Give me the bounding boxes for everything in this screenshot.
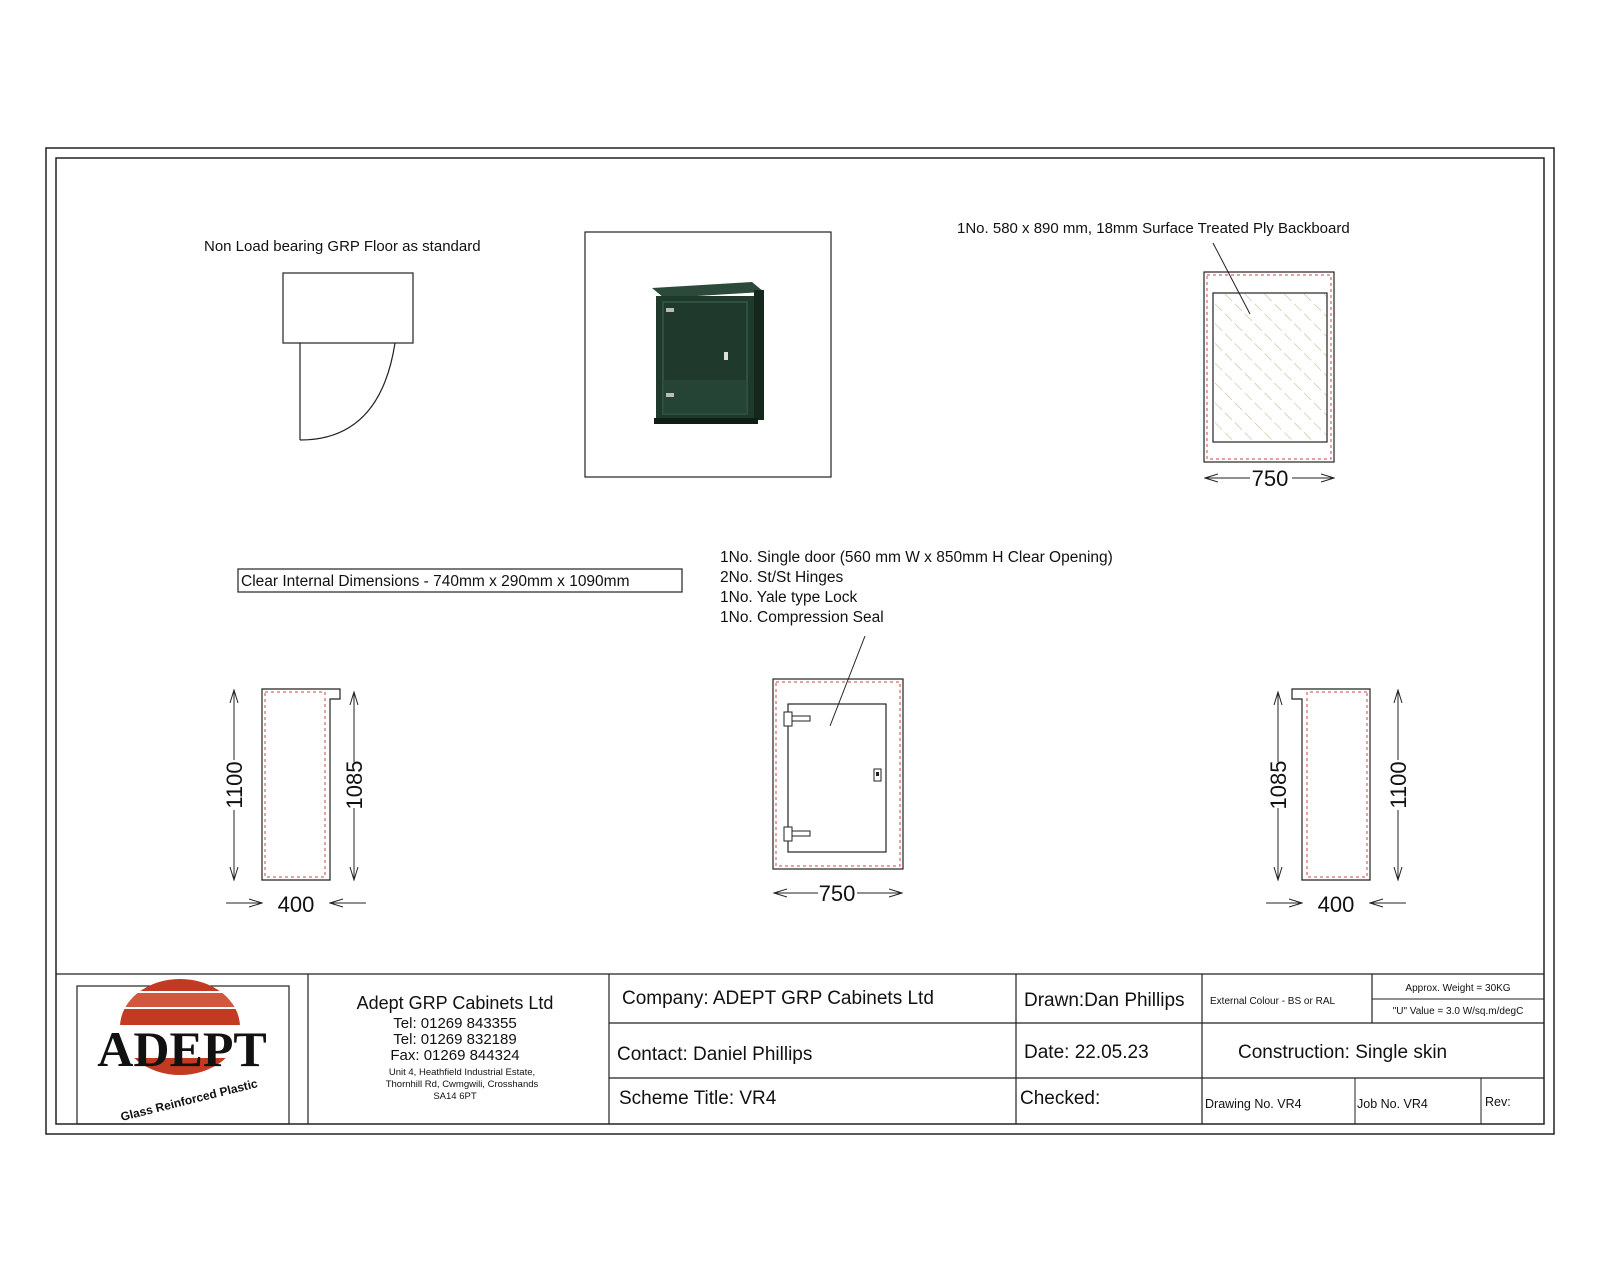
door-spec-line: 1No. Yale type Lock [720, 589, 858, 606]
plan-view [204, 238, 481, 440]
checked-field: Checked: [1020, 1088, 1101, 1109]
adept-logo [77, 979, 289, 1124]
left-side-outline [262, 689, 340, 880]
door-spec-leader [830, 636, 865, 726]
door-panel [788, 704, 886, 852]
backboard-note: 1No. 580 x 890 mm, 18mm Surface Treated Ply Backboard [957, 220, 1350, 237]
tel-2: Tel: 01269 832189 [393, 1031, 517, 1048]
right-side-elevation [1266, 689, 1411, 917]
drawn-field: Drawn:Dan Phillips [1024, 990, 1185, 1011]
floor-note: Non Load bearing GRP Floor as standard [204, 238, 481, 255]
rev-field: Rev: [1485, 1095, 1511, 1109]
cabinet-picture [652, 282, 764, 424]
door-swing-arc [300, 343, 395, 440]
backboard-view [957, 220, 1350, 491]
title-block [56, 974, 1544, 1124]
tel-1: Tel: 01269 843355 [393, 1015, 517, 1032]
door-spec-line: 1No. Compression Seal [720, 609, 884, 626]
fax: Fax: 01269 844324 [390, 1047, 520, 1064]
address-line-2: Thornhill Rd, Cwmgwili, Crosshands [385, 1079, 539, 1090]
plan-rectangle [283, 273, 413, 343]
lock [874, 769, 881, 781]
left-internal-height-dim: 1085 [342, 760, 367, 810]
door-spec-line: 1No. Single door (560 mm W x 850mm H Clear Opening) [720, 549, 1113, 566]
external-colour-field: External Colour - BS or RAL [1210, 996, 1336, 1007]
internal-dims-text: Clear Internal Dimensions - 740mm x 290mm x 1090mm [241, 573, 630, 590]
hinge-bottom [784, 827, 810, 841]
left-depth-dim: 400 [277, 892, 315, 917]
u-value-field: "U" Value = 3.0 W/sq.m/degC [1392, 1006, 1524, 1017]
right-internal-height-dim: 1085 [1266, 760, 1291, 810]
ply-backboard [1213, 293, 1327, 442]
hinge-top [784, 712, 810, 726]
internal-dims [238, 569, 682, 592]
logo-wordmark: ADEPT [97, 1021, 267, 1077]
approx-weight-field: Approx. Weight = 30KG [1405, 983, 1511, 994]
front-elevation [773, 679, 903, 906]
backboard-width-dim: 750 [1251, 466, 1289, 491]
door-spec [720, 549, 1113, 726]
logo-tagline: Glass Reinforced Plastic [119, 1076, 260, 1124]
cabinet-render [585, 232, 831, 477]
right-side-outline [1292, 689, 1370, 880]
right-depth-dim: 400 [1317, 892, 1355, 917]
door-spec-line: 2No. St/St Hinges [720, 569, 844, 586]
job-no-field: Job No. VR4 [1357, 1097, 1428, 1111]
date-field: Date: 22.05.23 [1024, 1042, 1149, 1063]
left-side-elevation [222, 689, 367, 917]
left-height-dim: 1100 [222, 761, 247, 809]
company-field: Company: ADEPT GRP Cabinets Ltd [622, 988, 934, 1009]
contact-field: Contact: Daniel Phillips [617, 1044, 813, 1065]
front-width-dim: 750 [818, 881, 856, 906]
scheme-title-field: Scheme Title: VR4 [619, 1088, 777, 1109]
address-line-1: Unit 4, Heathfield Industrial Estate, [388, 1067, 536, 1078]
construction-field: Construction: Single skin [1238, 1042, 1448, 1063]
company-name: Adept GRP Cabinets Ltd [356, 993, 554, 1013]
drawing-no-field: Drawing No. VR4 [1205, 1097, 1302, 1111]
right-height-dim: 1100 [1386, 761, 1411, 809]
postcode: SA14 6PT [433, 1091, 477, 1102]
